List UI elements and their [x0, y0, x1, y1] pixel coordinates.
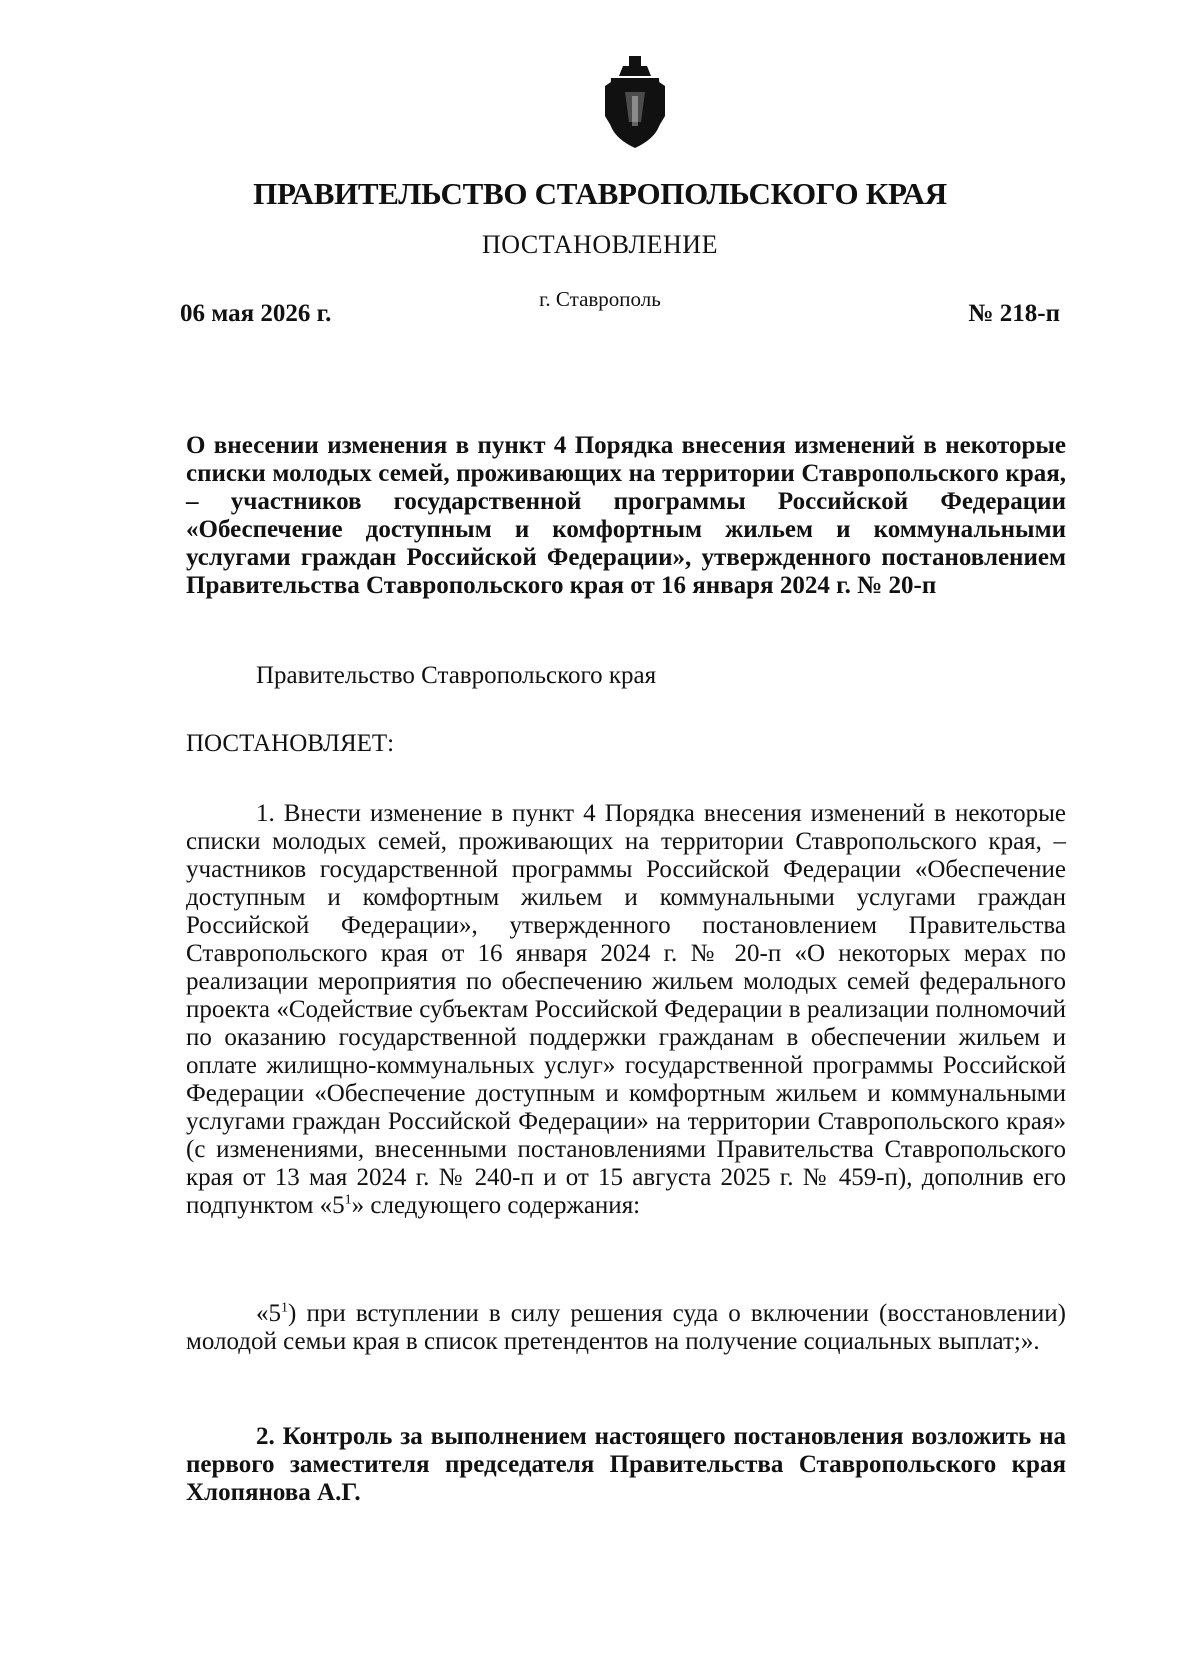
paragraph-1-superscript: 1	[344, 1192, 352, 1208]
resolves-label: ПОСТАНОВЛЯЕТ:	[186, 730, 395, 757]
document-type: ПОСТАНОВЛЕНИЕ	[482, 230, 718, 259]
document-city: г. Ставрополь	[539, 287, 661, 311]
quote-text: ) при вступлении в силу решения суда о включении (восстановлении) молодой семьи края в список претендентов на получение социальных выплат;».	[186, 1300, 1066, 1355]
preamble: Правительство Ставропольского края	[256, 662, 657, 689]
document-number: № 218-п	[968, 300, 1060, 327]
paragraph-1	[186, 800, 1066, 1220]
quote-open: «5	[256, 1300, 281, 1327]
quoted-subparagraph	[186, 1300, 1066, 1356]
coat-of-arms-icon	[605, 56, 665, 150]
paragraph-1-tail: » следующего содержания:	[351, 1192, 641, 1219]
document-date: 06 мая 2026 г.	[180, 300, 332, 327]
government-title: ПРАВИТЕЛЬСТВО СТАВРОПОЛЬСКОГО КРАЯ	[253, 176, 947, 211]
document-heading: О внесении изменения в пункт 4 Порядка внесения изменений в некоторые списки молодых семей, проживающих на территории Ставропольского края, – участников государственной программы Российской Федерации «Обеспечение доступным и комфортным жильем и коммунальными услугами граждан Российской Федерации», утвержденного постановлением Правительства Ставропольского края от 16 января 2024 г. № 20-п	[186, 432, 1066, 599]
quote-superscript: 1	[281, 1300, 288, 1316]
paragraph-1-text: 1. Внести изменение в пункт 4 Порядка внесения изменений в некоторые списки молодых семей, проживающих на территории Ставропольского края, – участников государственной программы Российской Федерации «Обеспечение доступным и комфортным жильем и коммунальными услугами граждан Российской Федерации», утвержденного постановлением Правительства Ставропольского края от 16 января 2024 г. № 20-п «О некоторых мерах по реализации мероприятия по обеспечению жильем молодых семей федерального проекта «Содействие субъектам Российской Федерации в реализации полномочий по оказанию государственной поддержки гражданам в обеспечении жильем и оплате жилищно-коммунальных услуг» государственной программы Российской Федерации «Обеспечение доступным и комфортным жильем и коммунальными услугами граждан Российской Федерации» на территории Ставропольского края» (с изменениями, внесенными постановлениями Правительства Ставропольского края от 13 мая 2024 г. № 240-п и от 15 августа 2025 г. № 459-п), дополнив его подпунктом «5	[186, 800, 1066, 1219]
paragraph-2: 2. Контроль за выполнением настоящего постановления возложить на первого заместителя председателя Правительства Ставропольского края Хлопянова А.Г.	[186, 1423, 1066, 1506]
